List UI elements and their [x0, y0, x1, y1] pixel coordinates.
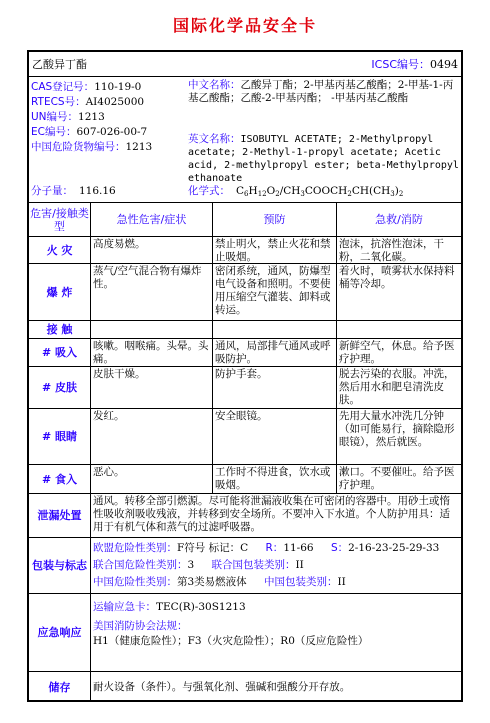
aid-eyes: 先用大量水冲洗几分钟（如可能易行，摘除隐形眼镜），然后就医。 [336, 409, 461, 464]
icsc-label: ICSC编号： [371, 57, 430, 71]
acute-contact [90, 321, 212, 338]
table-header-row [29, 202, 461, 236]
prevent-inhale: 通风，局部排气通风或呼吸防护。 [212, 339, 336, 366]
table-row-contact [29, 320, 461, 338]
prevent-ingest: 工作时不得进食，饮水或吸烟。 [212, 465, 336, 493]
storage-text: 耐火设备（条件）。与强氧化剂、强碱和强酸分开存放。 [90, 672, 461, 702]
acute-eyes: 发红。 [90, 409, 212, 464]
emergency-label: 应急响应 [37, 626, 82, 639]
spill-text: 通风。转移全部引燃源。尽可能将泄漏液收集在可密闭的容器中。用砂土或惰性吸收剂吸收残液，并转移到安全场所。不要冲入下水道。个人防护用具：适用于有机气体和蒸气的过滤呼吸器。 [90, 494, 461, 537]
un-number: UN编号：1213 [31, 111, 105, 123]
type-inhale: # 吸入 [41, 346, 78, 359]
prevent-eyes: 安全眼镜。 [212, 409, 336, 464]
header-acute: 急性危害/症状 [90, 203, 212, 236]
acute-fire: 高度易燃。 [90, 237, 212, 263]
header-type: 危害/接触类型 [30, 206, 89, 233]
acute-ingest: 恶心。 [90, 465, 212, 493]
names-block [186, 77, 461, 202]
cn-classification: 中国危险性类别：第3类易燃液体 中国包装类别：II [93, 576, 346, 588]
type-ingest: # 食入 [41, 472, 78, 486]
packaging-row [29, 537, 461, 593]
chinese-name: 中文名称：乙酸异丁酯；2-甲基丙基乙酸酯；2-甲基-1-丙基乙酸酯；乙酸-2-甲基丙酯； -甲基丙基乙酸酯 [188, 79, 454, 104]
icsc-number [328, 52, 458, 76]
table-row-explosion [29, 263, 461, 320]
storage-row [29, 671, 461, 702]
prevent-skin: 防护手套。 [212, 367, 336, 408]
prevent-fire: 禁止明火，禁止火花和禁止吸烟。 [212, 237, 336, 263]
aid-ingest: 漱口。不要催吐。给予医疗护理。 [336, 465, 461, 493]
aid-fire: 泡沫，抗溶性泡沫，干粉，二氧化碳。 [336, 237, 461, 263]
table-row-inhale [29, 338, 461, 366]
header-prevent: 预防 [212, 203, 336, 236]
type-explosion: 爆 炸 [46, 285, 73, 299]
id-list [29, 77, 186, 202]
aid-contact [336, 321, 461, 338]
prevent-contact [212, 321, 336, 338]
ec-number: EC编号：607-026-00-7 [31, 126, 148, 138]
chemical-formula: 化学式： $C_6H_{12}O_2/CH_3COOCH_2CH(CH_3)_2$ [188, 185, 404, 198]
chemical-name: 乙酸异丁酯 [32, 57, 87, 71]
aid-inhale: 新鲜空气，休息。给予医疗护理。 [336, 339, 461, 366]
document-title: 国际化学品安全卡 [172, 16, 317, 35]
table-row-skin [29, 366, 461, 408]
un-classification: 联合国危险性类别：3 联合国包装类别：II [93, 559, 304, 571]
acute-skin: 皮肤干燥。 [90, 367, 212, 408]
type-fire: 火 灾 [46, 243, 73, 257]
spill-row [29, 493, 461, 537]
aid-skin: 脱去污染的衣服。冲洗，然后用水和肥皂清洗皮肤。 [336, 367, 461, 408]
packaging-details [90, 538, 461, 593]
cas-number: CAS登记号：110-19-0 [31, 81, 142, 93]
safety-card [27, 50, 463, 702]
identifiers-row [29, 76, 461, 202]
prevent-explosion: 密闭系统，通风，防爆型电气设备和照明。不要使用压缩空气灌装、卸料或转运。 [212, 264, 336, 320]
spill-label: 泄漏处置 [37, 509, 82, 522]
table-row-ingest [29, 464, 461, 493]
emergency-details [90, 594, 461, 671]
type-contact: 接 触 [46, 323, 73, 336]
transport-emergency-card: 运输应急卡：TEC(R)-30S1213 [93, 601, 246, 613]
nfpa-code: 美国消防协会法规：H1（健康危险性）；F3（火灾危险性）；R0（反应危险性） [93, 620, 369, 647]
emergency-row [29, 593, 461, 671]
acute-inhale: 咳嗽。咽喉痛。头晕。头痛。 [90, 339, 212, 366]
type-eyes: # 眼睛 [41, 430, 78, 443]
type-skin: # 皮肤 [41, 381, 78, 394]
table-row-eyes [29, 408, 461, 464]
molecular-weight: 分子量： 116.16 [31, 185, 116, 197]
packaging-label: 包装与标志 [32, 559, 87, 572]
aid-explosion: 着火时，喷雾状水保持料桶等冷却。 [336, 264, 461, 320]
header-aid: 急救/消防 [336, 203, 461, 236]
english-name: 英文名称：ISOBUTYL ACETATE; 2-Methylpropyl acetate; 2-Methyl-1-propyl acetate; Acetic acid, 2-methylpropyl ester; beta-Methylpropyl ethanoate [188, 133, 459, 184]
table-row-fire [29, 236, 461, 263]
storage-label: 储存 [48, 680, 71, 694]
rtecs-number: RTECS号：AI4025000 [31, 96, 145, 108]
eu-classification: 欧盟危险性类别：F符号 标记：C R：11-66 S：2-16-23-25-29-33 [93, 542, 440, 554]
acute-explosion: 蒸气/空气混合物有爆炸性。 [90, 264, 212, 320]
cn-dangerous-goods-number: 中国危险货物编号：1213 [31, 141, 153, 153]
icsc-value: 0494 [430, 57, 458, 71]
name-row [29, 52, 461, 76]
